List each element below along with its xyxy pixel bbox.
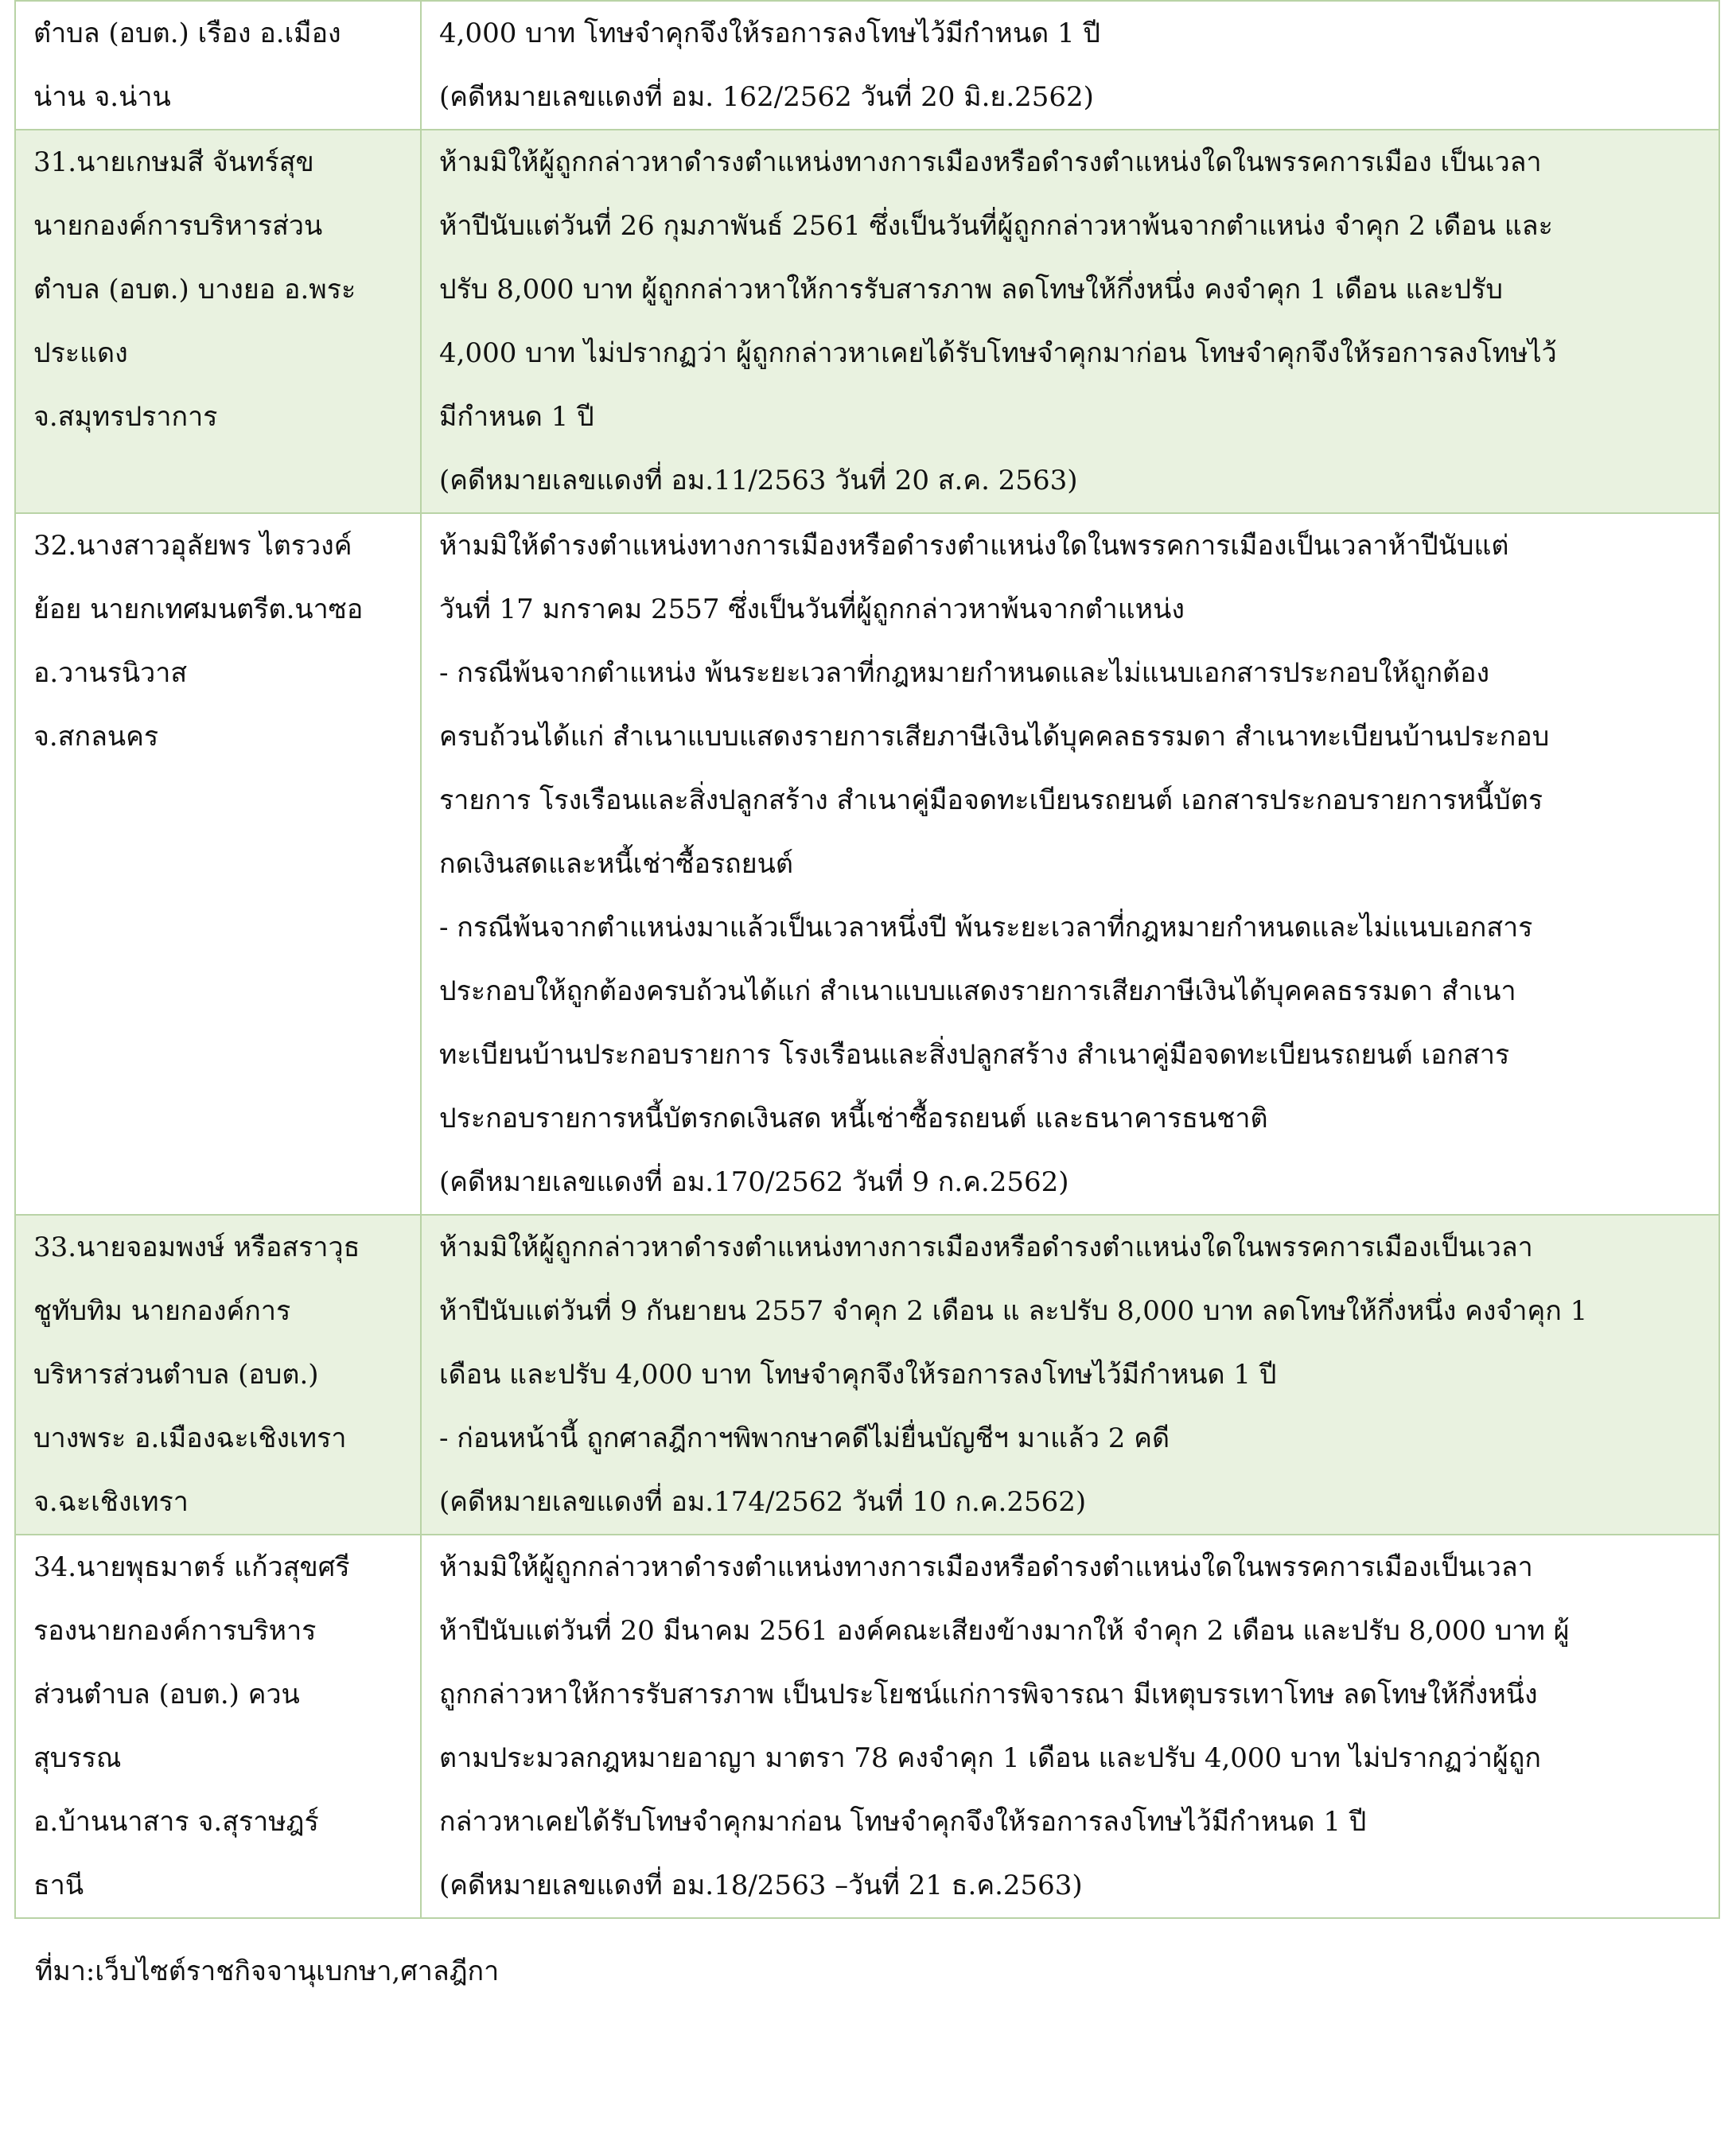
defendant-line: ตำบล (อบต.) บางยอ อ.พระ <box>33 274 356 305</box>
case-table-body <box>15 1 1719 1918</box>
defendant-cell <box>15 130 421 513</box>
defendant-line: ส่วนตำบล (อบต.) ควน <box>33 1679 300 1710</box>
defendant-line: ชูทับทิม นายกองค์การ <box>33 1295 291 1327</box>
verdict-line: (คดีหมายเลขแดงที่ อม.18/2563 –วันที่ 21 ธ.ค.2563) <box>439 1870 1083 1901</box>
verdict-cell <box>421 513 1719 1215</box>
verdict-line: ห้ามมิให้ดำรงตำแหน่งทางการเมืองหรือดำรงตำแหน่งใดในพรรคการเมืองเป็นเวลาห้าปีนับแต่ <box>439 530 1509 562</box>
defendant-line: จ.ฉะเชิงเทรา <box>33 1486 189 1518</box>
verdict-line: มีกำหนด 1 ปี <box>439 401 594 433</box>
defendant-cell <box>15 1 421 130</box>
verdict-line: ห้ามมิให้ผู้ถูกกล่าวหาดำรงตำแหน่งทางการเมืองหรือดำรงตำแหน่งใดในพรรคการเมืองเป็นเวลา <box>439 1551 1533 1583</box>
verdict-line: ห้าปีนับแต่วันที่ 9 กันยายน 2557 จำคุก 2 เดือน แ ละปรับ 8,000 บาท ลดโทษให้กึ่งหนึ่ง คงจำคุก 1 <box>439 1295 1588 1327</box>
verdict-line: - กรณีพ้นจากตำแหน่ง พ้นระยะเวลาที่กฎหมายกำหนดและไม่แนบเอกสารประกอบให้ถูกต้อง <box>439 657 1490 689</box>
verdict-cell <box>421 1535 1719 1918</box>
defendant-line: 33.นายจอมพงษ์ หรือสราวุธ <box>33 1232 360 1263</box>
case-row <box>15 1215 1719 1535</box>
verdict-line: ถูกกล่าวหาให้การรับสารภาพ เป็นประโยชน์แก่การพิจารณา มีเหตุบรรเทาโทษ ลดโทษให้กึ่งหนึ่ง <box>439 1679 1538 1710</box>
defendant-line: น่าน จ.น่าน <box>33 81 171 113</box>
defendant-line: รองนายกองค์การบริหาร <box>33 1615 317 1647</box>
verdict-line: ปรับ 8,000 บาท ผู้ถูกกล่าวหาให้การรับสารภาพ ลดโทษให้กึ่งหนึ่ง คงจำคุก 1 เดือน และปรับ <box>439 274 1503 305</box>
defendant-cell <box>15 1215 421 1535</box>
verdict-line: (คดีหมายเลขแดงที่ อม.11/2563 วันที่ 20 ส.ค. 2563) <box>439 465 1078 496</box>
verdict-line: (คดีหมายเลขแดงที่ อม.174/2562 วันที่ 10 ก.ค.2562) <box>439 1486 1087 1518</box>
verdict-line: ทะเบียนบ้านประกอบรายการ โรงเรือนและสิ่งปลูกสร้าง สำเนาคู่มือจดทะเบียนรถยนต์ เอกสาร <box>439 1039 1510 1071</box>
verdict-line: ห้าปีนับแต่วันที่ 20 มีนาคม 2561 องค์คณะเสียงข้างมากให้ จำคุก 2 เดือน และปรับ 8,000 บาท ผู้ <box>439 1615 1570 1647</box>
verdict-line: - ก่อนหน้านี้ ถูกศาลฎีกาฯพิพากษาคดีไม่ยื่นบัญชีฯ มาแล้ว 2 คดี <box>439 1422 1170 1454</box>
source-note: ที่มา:เว็บไซต์ราชกิจจานุเบกษา,ศาลฎีกา <box>35 1955 500 1987</box>
defendant-line: สุบรรณ <box>33 1742 122 1774</box>
document-page <box>14 0 1718 1919</box>
verdict-line: รายการ โรงเรือนและสิ่งปลูกสร้าง สำเนาคู่มือจดทะเบียนรถยนต์ เอกสารประกอบรายการหนี้บัตร <box>439 784 1543 816</box>
defendant-line: อ.วานรนิวาส <box>33 657 188 689</box>
verdict-line: ประกอบให้ถูกต้องครบถ้วนได้แก่ สำเนาแบบแสดงรายการเสียภาษีเงินได้บุคคลธรรมดา สำเนา <box>439 975 1516 1007</box>
defendant-line: นายกองค์การบริหารส่วน <box>33 210 323 242</box>
defendant-line: ประแดง <box>33 337 128 369</box>
verdict-line: (คดีหมายเลขแดงที่ อม. 162/2562 วันที่ 20 มิ.ย.2562) <box>439 81 1094 113</box>
verdict-line: ตามประมวลกฎหมายอาญา มาตรา 78 คงจำคุก 1 เดือน และปรับ 4,000 บาท ไม่ปรากฏว่าผู้ถูก <box>439 1742 1542 1774</box>
defendant-cell <box>15 513 421 1215</box>
defendant-cell <box>15 1535 421 1918</box>
verdict-line: 4,000 บาท โทษจำคุกจึงให้รอการลงโทษไว้มีกำหนด 1 ปี <box>439 18 1100 49</box>
verdict-line: วันที่ 17 มกราคม 2557 ซึ่งเป็นวันที่ผู้ถูกกล่าวหาพ้นจากตำแหน่ง <box>439 593 1185 625</box>
case-row <box>15 513 1719 1215</box>
verdict-line: ห้ามมิให้ผู้ถูกกล่าวหาดำรงตำแหน่งทางการเมืองหรือดำรงตำแหน่งใดในพรรคการเมือง เป็นเวลา <box>439 146 1542 178</box>
defendant-line: จ.สมุทรปราการ <box>33 401 218 433</box>
verdict-line: ประกอบรายการหนี้บัตรกดเงินสด หนี้เช่าซื้อรถยนต์ และธนาคารธนชาติ <box>439 1103 1268 1134</box>
defendant-line: บางพระ อ.เมืองฉะเชิงเทรา <box>33 1422 347 1454</box>
verdict-line: กล่าวหาเคยได้รับโทษจำคุกมาก่อน โทษจำคุกจึงให้รอการลงโทษไว้มีกำหนด 1 ปี <box>439 1806 1367 1838</box>
defendant-line: บริหารส่วนตำบล (อบต.) <box>33 1359 319 1391</box>
verdict-line: 4,000 บาท ไม่ปรากฏว่า ผู้ถูกกล่าวหาเคยได้รับโทษจำคุกมาก่อน โทษจำคุกจึงให้รอการลงโทษไว้ <box>439 337 1557 369</box>
case-row <box>15 1535 1719 1918</box>
defendant-line: ธานี <box>33 1870 84 1901</box>
defendant-line: 32.นางสาวอุลัยพร ไตรวงค์ <box>33 530 352 562</box>
verdict-line: ห้ามมิให้ผู้ถูกกล่าวหาดำรงตำแหน่งทางการเมืองหรือดำรงตำแหน่งใดในพรรคการเมืองเป็นเวลา <box>439 1232 1533 1263</box>
verdict-line: เดือน และปรับ 4,000 บาท โทษจำคุกจึงให้รอการลงโทษไว้มีกำหนด 1 ปี <box>439 1359 1277 1391</box>
defendant-line: จ.สกลนคร <box>33 721 159 753</box>
verdict-line: - กรณีพ้นจากตำแหน่งมาแล้วเป็นเวลาหนึ่งปี พ้นระยะเวลาที่กฎหมายกำหนดและไม่แนบเอกสาร <box>439 912 1533 944</box>
defendant-line: ตำบล (อบต.) เรือง อ.เมือง <box>33 18 341 49</box>
defendant-line: ย้อย นายกเทศมนตรีต.นาซอ <box>33 593 364 625</box>
verdict-line: ครบถ้วนได้แก่ สำเนาแบบแสดงรายการเสียภาษีเงินได้บุคคลธรรมดา สำเนาทะเบียนบ้านประกอบ <box>439 721 1550 753</box>
verdict-line: ห้าปีนับแต่วันที่ 26 กุมภาพันธ์ 2561 ซึ่งเป็นวันที่ผู้ถูกกล่าวหาพ้นจากตำแหน่ง จำคุก 2 เดือน และ <box>439 210 1553 242</box>
case-table <box>14 0 1720 1919</box>
case-row <box>15 130 1719 513</box>
defendant-line: 31.นายเกษมสี จันทร์สุข <box>33 146 314 178</box>
verdict-line: กดเงินสดและหนี้เช่าซื้อรถยนต์ <box>439 848 794 880</box>
verdict-cell <box>421 1215 1719 1535</box>
verdict-cell <box>421 1 1719 130</box>
defendant-line: 34.นายพุธมาตร์ แก้วสุขศรี <box>33 1551 350 1583</box>
verdict-line: (คดีหมายเลขแดงที่ อม.170/2562 วันที่ 9 ก.ค.2562) <box>439 1166 1069 1198</box>
defendant-line: อ.บ้านนาสาร จ.สุราษฎร์ <box>33 1806 319 1838</box>
case-row <box>15 1 1719 130</box>
verdict-cell <box>421 130 1719 513</box>
